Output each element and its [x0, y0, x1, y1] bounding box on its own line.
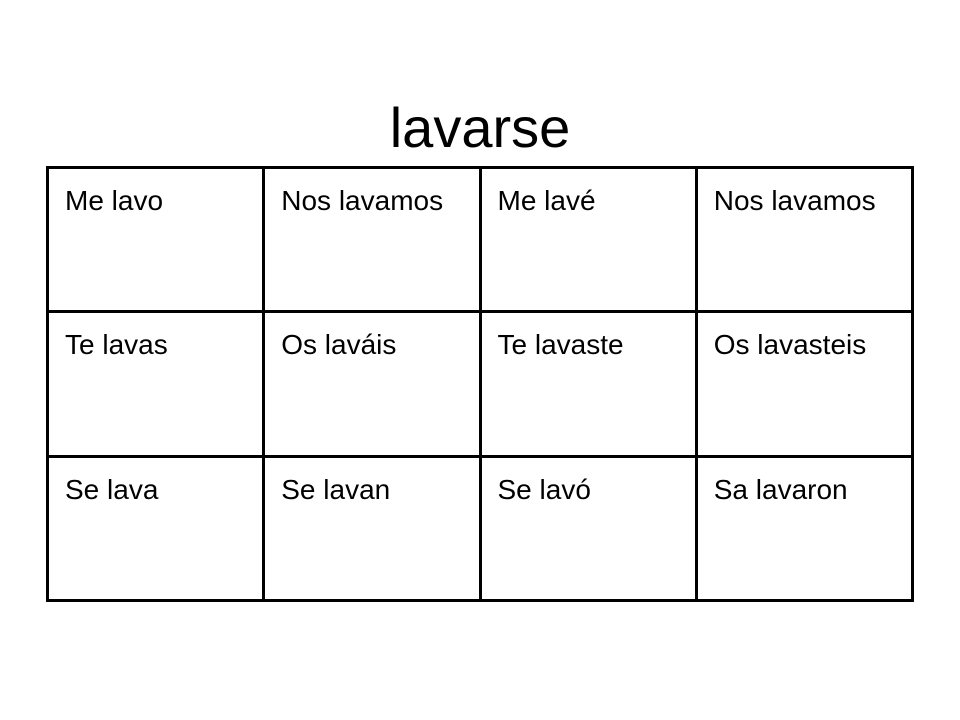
table-row [48, 168, 913, 312]
table-cell: Te lavaste [480, 312, 696, 456]
table-cell: Me lavo [48, 168, 264, 312]
table-cell: Os lavasteis [696, 312, 912, 456]
slide-title: lavarse [389, 95, 571, 159]
table-cell: Nos lavamos [696, 168, 912, 312]
table-row [48, 312, 913, 456]
conjugation-table [46, 166, 914, 602]
table-cell: Se lavó [480, 456, 696, 600]
table-row [48, 456, 913, 600]
table-cell: Os laváis [264, 312, 480, 456]
table-cell: Nos lavamos [264, 168, 480, 312]
table-cell: Te lavas [48, 312, 264, 456]
table-cell: Sa lavaron [696, 456, 912, 600]
table-cell: Se lava [48, 456, 264, 600]
table-cell: Se lavan [264, 456, 480, 600]
table-cell: Me lavé [480, 168, 696, 312]
